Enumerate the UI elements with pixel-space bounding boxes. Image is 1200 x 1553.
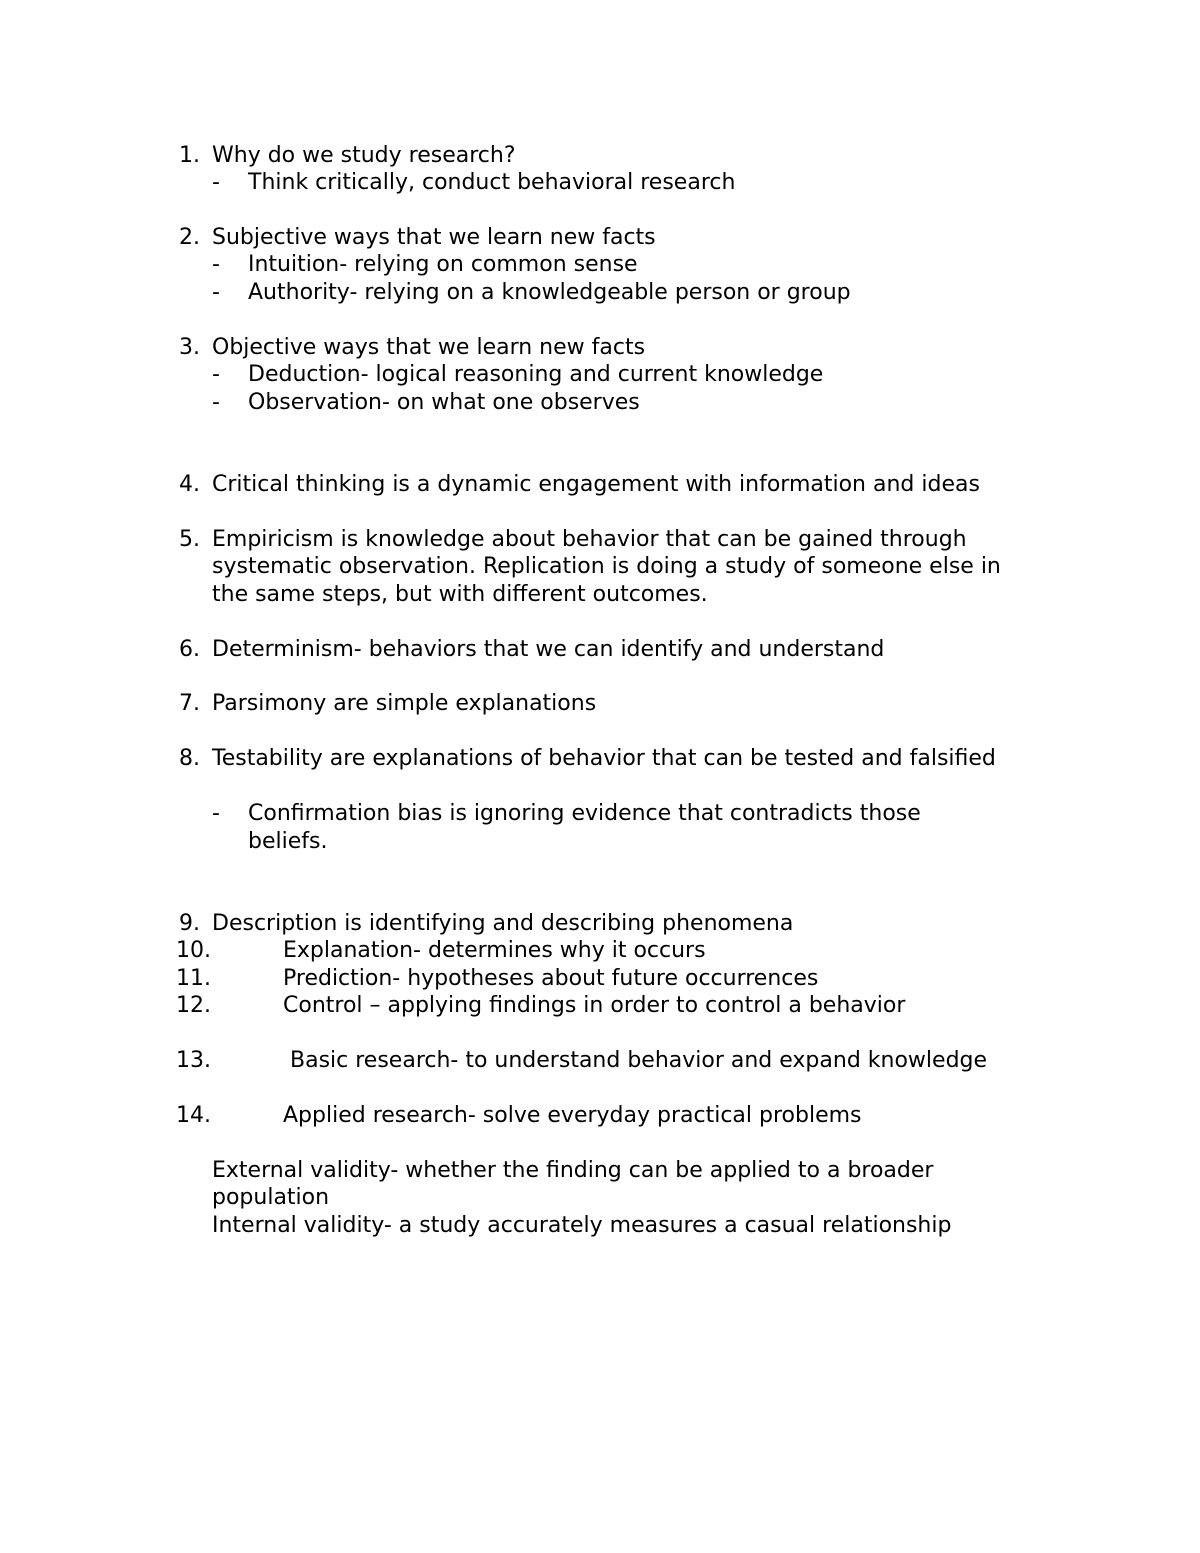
internal-validity-line: Internal validity- a study accurately measures a casual relationship [212, 1213, 952, 1238]
list-number: 11. [176, 966, 211, 991]
dash-bullet: - [212, 801, 220, 826]
list-item-text: Determinism- behaviors that we can identify and understand [212, 637, 885, 662]
sub-bullet-text: Think critically, conduct behavioral research [248, 170, 736, 195]
sub-bullet-text: Observation- on what one observes [248, 390, 640, 415]
list-number: 3. [179, 335, 200, 360]
sub-bullet-text-line-1: Confirmation bias is ignoring evidence that contradicts those [248, 801, 921, 826]
dash-bullet: - [212, 252, 220, 277]
list-item-text-line-2: systematic observation. Replication is doing a study of someone else in [212, 554, 1001, 579]
sub-bullet-text: Intuition- relying on common sense [248, 252, 638, 277]
dash-bullet: - [212, 280, 220, 305]
list-number: 12. [176, 993, 211, 1018]
dash-bullet: - [212, 390, 220, 415]
list-number: 14. [176, 1103, 211, 1128]
list-item-text: Subjective ways that we learn new facts [212, 225, 656, 250]
list-item-text: Basic research- to understand behavior and expand knowledge [290, 1048, 988, 1073]
list-item-text: Testability are explanations of behavior that can be tested and falsified [212, 746, 996, 771]
sub-bullet-text-line-2: beliefs. [248, 829, 328, 854]
dash-bullet: - [212, 362, 220, 387]
external-validity-line-2: population [212, 1185, 330, 1210]
list-item-text-line-1: Empiricism is knowledge about behavior that can be gained through [212, 527, 967, 552]
list-number: 8. [179, 746, 200, 771]
list-item-text: Explanation- determines why it occurs [283, 938, 706, 963]
list-number: 13. [176, 1048, 211, 1073]
list-number: 6. [179, 637, 200, 662]
list-item-text: Why do we study research? [212, 143, 516, 168]
sub-bullet-text: Authority- relying on a knowledgeable person or group [248, 280, 851, 305]
list-number: 1. [179, 143, 200, 168]
list-number: 7. [179, 691, 200, 716]
list-item-text: Critical thinking is a dynamic engagement with information and ideas [212, 472, 980, 497]
list-item-text: Parsimony are simple explanations [212, 691, 597, 716]
dash-bullet: - [212, 170, 220, 195]
list-number: 9. [179, 911, 200, 936]
list-number: 2. [179, 225, 200, 250]
list-number: 4. [179, 472, 200, 497]
list-item-text: Prediction- hypotheses about future occurrences [283, 966, 819, 991]
list-item-text-line-3: the same steps, but with different outcomes. [212, 582, 708, 607]
list-item-text: Applied research- solve everyday practical problems [283, 1103, 862, 1128]
list-number: 5. [179, 527, 200, 552]
external-validity-line-1: External validity- whether the finding can be applied to a broader [212, 1158, 934, 1183]
list-item-text: Description is identifying and describing phenomena [212, 911, 794, 936]
list-number: 10. [176, 938, 211, 963]
sub-bullet-text: Deduction- logical reasoning and current knowledge [248, 362, 824, 387]
list-item-text: Control – applying findings in order to control a behavior [283, 993, 906, 1018]
list-item-text: Objective ways that we learn new facts [212, 335, 646, 360]
